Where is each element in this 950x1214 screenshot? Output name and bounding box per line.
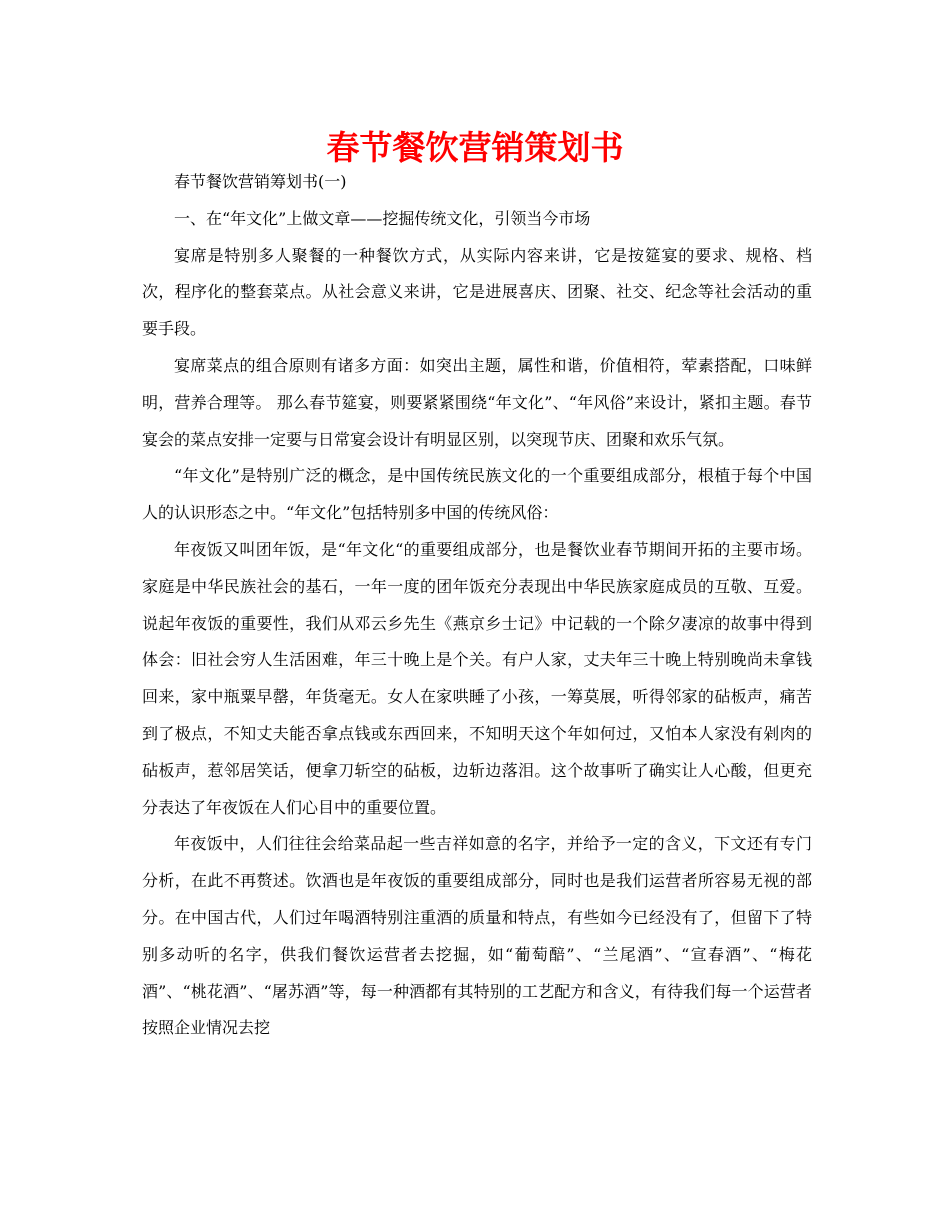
paragraph: 年夜饭又叫团年饭，是“年文化“的重要组成部分，也是餐饮业春节期间开拓的主要市场。家庭是中华民族社会的基石，一年一度的团年饭充分表现出中华民族家庭成员的互敬、互爱。说起年夜饭的重要性，我们从邓云乡先生《燕京乡士记》中记载的一个除夕凄凉的故事中得到体会：旧社会穷人生活困难，年三十晚上是个关。有户人家，丈夫年三十晚上特别晚尚未拿钱回来，家中瓶粟早罄，年货毫无。女人在家哄睡了小孩，一筹莫展，听得邻家的砧板声，痛苦到了极点，不知丈夫能否拿点钱或东西回来，不知明天这个年如何过，又怕本人家没有剁肉的砧板声，惹邻居笑话，便拿刀斩空的砧板，边斩边落泪。这个故事听了确实让人心酸，但更充分表达了年夜饭在人们心目中的重要位置。 bbox=[142, 539, 812, 817]
paragraph: “年文化”是特别广泛的概念，是中国传统民族文化的一个重要组成部分，根植于每个中国人的认识形态之中。“年文化”包括特别多中国的传统风俗： bbox=[142, 466, 812, 523]
paragraph: 年夜饭中，人们往往会给菜品起一些吉祥如意的名字，并给予一定的含义，下文还有专门分析，在此不再赘述。饮酒也是年夜饭的重要组成部分，同时也是我们运营者所容易无视的部分。在中国古代，人们过年喝酒特别注重酒的质量和特点，有些如今已经没有了，但留下了特别多动听的名字，供我们餐饮运营者去挖掘，如“葡萄醅”、“兰尾酒”、“宣春酒”、“梅花酒”、“桃花酒”、“屠苏酒”等，每一种酒都有其特别的工艺配方和含义，有待我们每一个运营者按照企业情况去挖 bbox=[142, 834, 812, 1038]
document-title: 春节餐饮营销策划书 bbox=[326, 128, 624, 167]
document-body bbox=[142, 164, 812, 1047]
paragraph: 宴席是特别多人聚餐的一种餐饮方式，从实际内容来讲，它是按筵宴的要求、规格、档次，程序化的整套菜点。从社会意义来讲，它是进展喜庆、团聚、社交、纪念等社会活动的重要手段。 bbox=[142, 245, 812, 339]
paragraph-section-heading: 一、在“年文化”上做文章——挖掘传统文化，引领当今市场 bbox=[174, 208, 591, 228]
paragraph-subtitle: 春节餐饮营销筹划书(一) bbox=[174, 172, 347, 191]
paragraph: 宴席菜点的组合原则有诸多方面：如突出主题，属性和谐，价值相符，荤素搭配，口味鲜明，营养合理等。 那么春节筵宴，则要紧紧围绕“年文化”、“年风俗”来设计，紧扣主题。春节宴会的菜点安排一定要与日常宴会设计有明显区别，以突现节庆、团聚和欢乐气氛。 bbox=[142, 355, 812, 449]
